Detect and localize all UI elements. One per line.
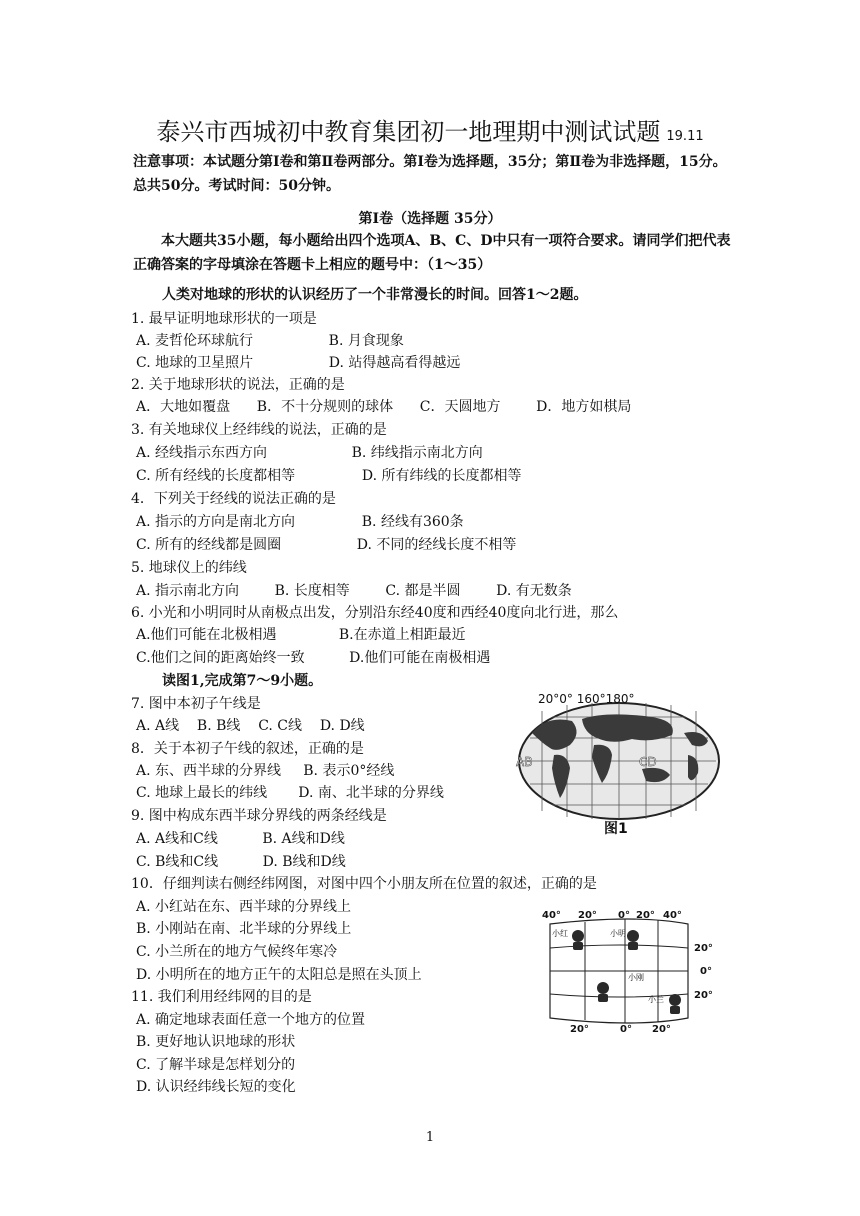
figure-1-world-map — [512, 693, 726, 838]
question-line: 11. 我们利用经纬网的目的是 — [131, 989, 312, 1005]
kid-label-xiaogang: 小刚 — [628, 973, 644, 982]
fig1-right-labels: CD — [639, 755, 657, 769]
option-line: C. B线和C线 D. B线和D线 — [136, 854, 346, 870]
fig2-top-label: 20° — [578, 910, 597, 921]
option-line: A. 确定地球表面任意一个地方的位置 — [136, 1012, 366, 1028]
option-line: A. 小红站在东、西半球的分界线上 — [136, 899, 352, 915]
title-text: 泰兴市西城初中教育集团初一地理期中测试试题 — [156, 118, 661, 146]
fig2-top-label: 20° — [636, 910, 655, 921]
kid-label-xiaolan: 小兰 — [648, 995, 664, 1004]
title-date: 19.11 — [666, 129, 704, 144]
section-heading: 第Ⅰ卷（选择题 35分） — [358, 211, 502, 227]
fig1-top-labels: 20°0° 160°180° — [538, 693, 635, 706]
question-line: 2. 关于地球形状的说法，正确的是 — [131, 377, 345, 393]
fig2-top-label: 0° — [618, 910, 630, 921]
fig1-left-labels: AB — [516, 755, 533, 769]
option-line: C. 所有的经线都是圆圈 D. 不同的经线长度不相等 — [136, 537, 517, 553]
fig2-right-label: 20° — [694, 990, 713, 1001]
intro-q1-2: 人类对地球的形状的认识经历了一个非常漫长的时间。回答1～2题。 — [162, 287, 588, 303]
question-line: 10．仔细判读右侧经纬网图，对图中四个小朋友所在位置的叙述，正确的是 — [131, 876, 597, 892]
option-line: A. A线 B. B线 C. C线 D. D线 — [136, 718, 365, 734]
option-line: A. 指示南北方向 B. 长度相等 C. 都是半圆 D. 有无数条 — [136, 583, 572, 599]
fig2-bottom-label: 20° — [570, 1024, 589, 1035]
figure-2-graticule — [540, 906, 730, 1036]
option-line: C.他们之间的距离始终一致 D.他们可能在南极相遇 — [136, 650, 491, 666]
option-line: B. 更好地认识地球的形状 — [136, 1034, 296, 1050]
question-line: 1. 最早证明地球形状的一项是 — [131, 311, 317, 327]
option-line: D. 小明所在的地方正午的太阳总是照在头顶上 — [136, 967, 422, 983]
question-line: 4．下列关于经线的说法正确的是 — [131, 491, 336, 507]
fig1-caption: 图1 — [604, 821, 628, 837]
kid-label-xiaohong: 小红 — [552, 929, 568, 938]
option-line: C. 所有经线的长度都相等 D. 所有纬线的长度都相等 — [136, 468, 522, 484]
option-line: A. 指示的方向是南北方向 B. 经线有360条 — [136, 514, 464, 530]
question-line: 3. 有关地球仪上经纬线的说法，正确的是 — [131, 422, 387, 438]
instructions: 本大题共35小题，每小题给出四个选项A、B、C、D中只有一项符合要求。请同学们把代表正确答案的字母填涂在答题卡上相应的题号中：（1～35） — [133, 233, 731, 273]
question-line: 6. 小光和小明同时从南极点出发，分别沿东经40度和西经40度向北行进，那么 — [131, 605, 619, 621]
kid-label-xiaoming: 小明 — [610, 929, 626, 938]
question-line: 5. 地球仪上的纬线 — [131, 560, 247, 576]
option-line: A. 经线指示东西方向 B. 纬线指示南北方向 — [136, 445, 483, 461]
question-line: 9. 图中构成东西半球分界线的两条经线是 — [131, 808, 387, 824]
page-number: 1 — [425, 1130, 435, 1145]
option-line: A.他们可能在北极相遇 B.在赤道上相距最近 — [136, 627, 466, 643]
question-line: 8．关于本初子午线的叙述，正确的是 — [131, 741, 364, 757]
option-line: C. 地球的卫星照片 D. 站得越高看得越远 — [136, 355, 461, 371]
fig2-right-label: 20° — [694, 943, 713, 954]
fig2-right-label: 0° — [700, 966, 712, 977]
fig2-bottom-label: 20° — [652, 1024, 671, 1035]
fig2-top-label: 40° — [663, 910, 682, 921]
question-line: 7. 图中本初子午线是 — [131, 696, 261, 712]
option-line: C. 了解半球是怎样划分的 — [136, 1057, 296, 1073]
fig2-bottom-label: 0° — [620, 1024, 632, 1035]
option-line: D. 认识经纬线长短的变化 — [136, 1079, 296, 1095]
option-line: C. 地球上最长的纬线 D. 南、北半球的分界线 — [136, 785, 444, 801]
read-fig1: 读图1,完成第7～9小题。 — [162, 673, 323, 689]
option-line: A. 东、西半球的分界线 B. 表示0°经线 — [136, 763, 395, 779]
option-line: B. 小刚站在南、北半球的分界线上 — [136, 921, 352, 937]
option-line: A. A线和C线 B. A线和D线 — [136, 831, 345, 847]
page-title — [0, 112, 860, 147]
kid-figures — [572, 930, 681, 1014]
fig2-top-label: 40° — [542, 910, 561, 921]
notice: 注意事项：本试题分第Ⅰ卷和第Ⅱ卷两部分。第Ⅰ卷为选择题，35分；第Ⅱ卷为非选择题，15分。总共50分。考试时间：50分钟。 — [133, 154, 727, 194]
option-line: A. 麦哲伦环球航行 B. 月食现象 — [136, 333, 404, 349]
option-line: A．大地如覆盘 B．不十分规则的球体 C．天圆地方 D．地方如棋局 — [136, 399, 632, 415]
option-line: C. 小兰所在的地方气候终年寒冷 — [136, 944, 338, 960]
